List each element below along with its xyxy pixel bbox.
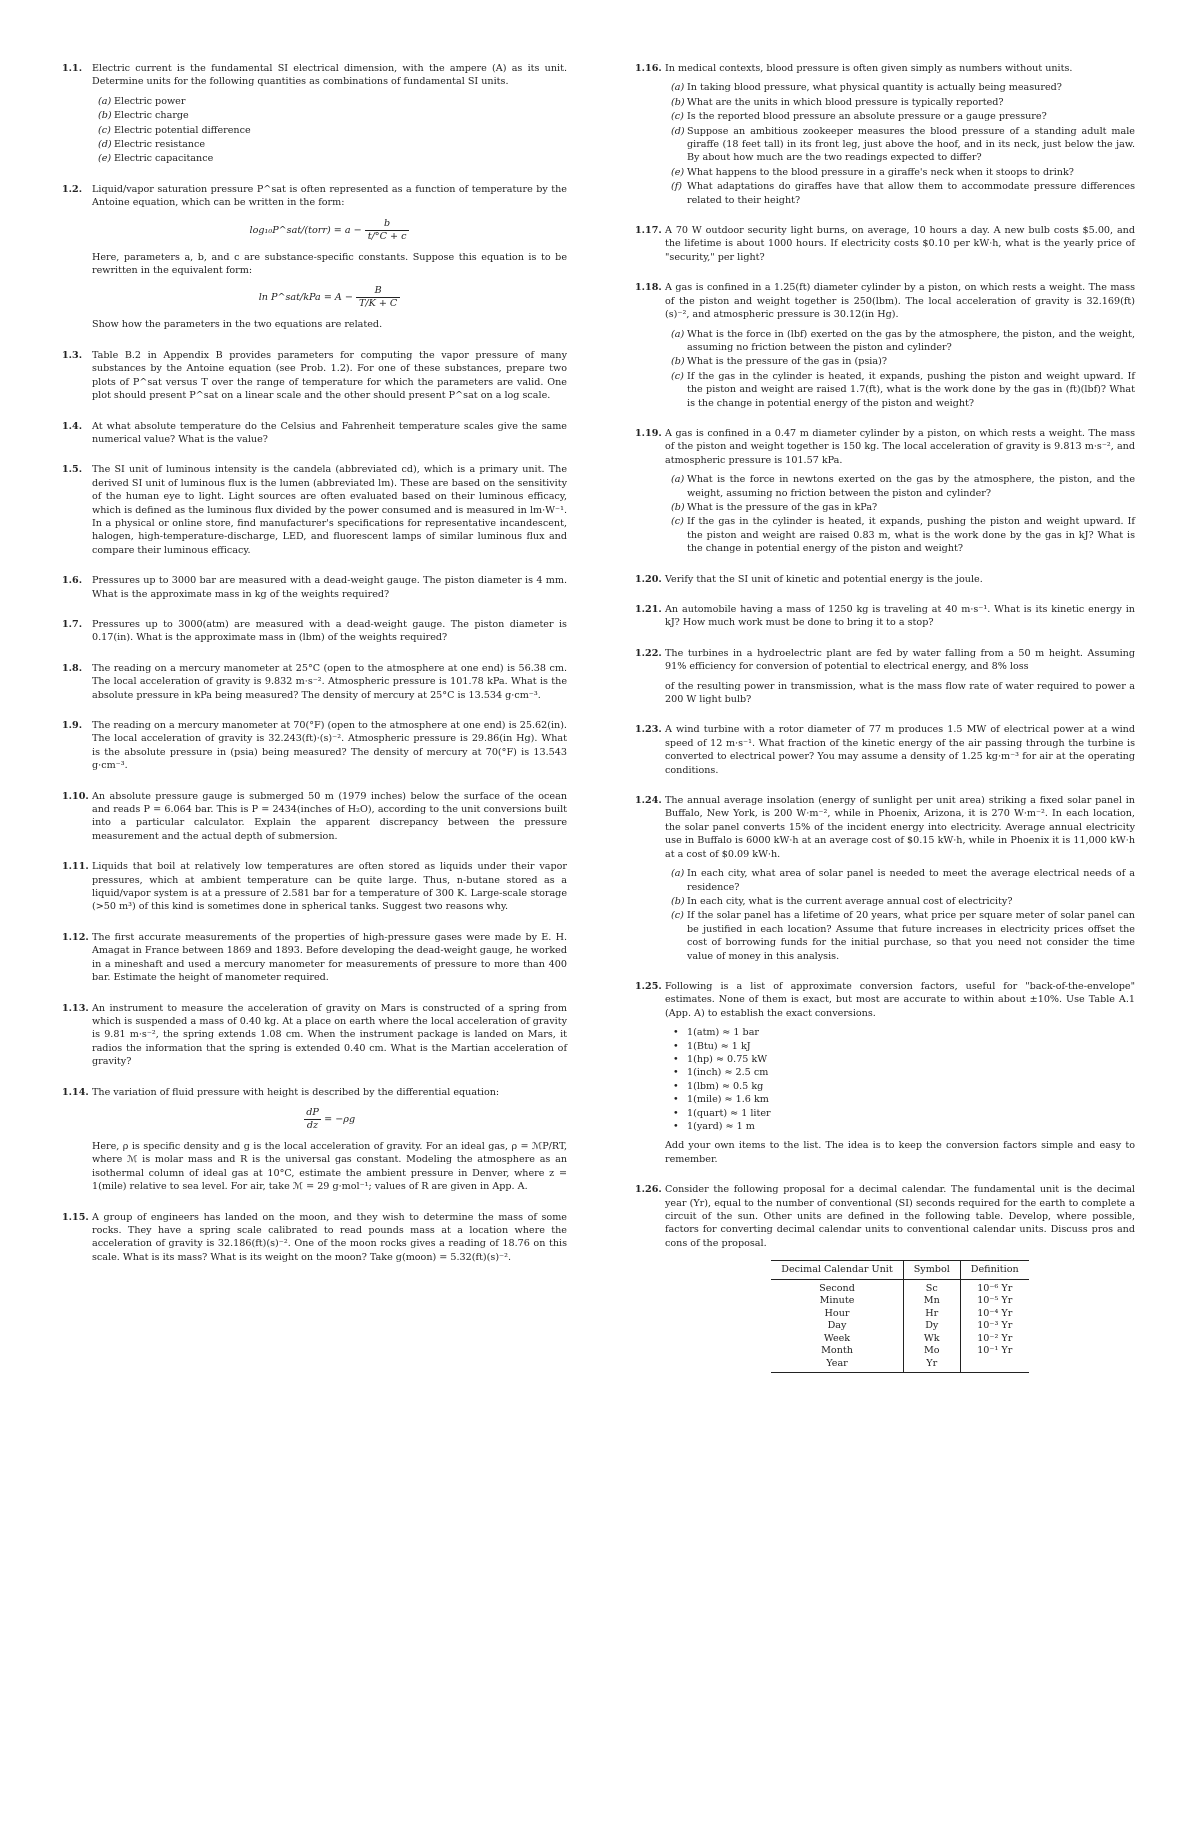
subitem: (b) What is the pressure of the gas in (psia)?: [671, 356, 887, 368]
subitem: (b) What is the pressure of the gas in kPa?: [671, 501, 878, 513]
table-cell: Wk: [903, 1333, 960, 1346]
problem-1-20: 1.20. Verify that the SI unit of kinetic and potential energy is the joule.: [635, 573, 1135, 586]
problem-text: Pressures up to 3000 bar are measured with a dead-weight gauge. The piston diameter is 4 mm. What is the approximate mass in kg of the weights required?: [92, 575, 567, 600]
table-cell: 10⁻⁶ Yr: [960, 1279, 1028, 1295]
table-row: [771, 1320, 1028, 1333]
table-row: [771, 1358, 1028, 1373]
problem-1-21: 1.21. An automobile having a mass of 1250 kg is traveling at 40 m·s⁻¹. What is its kinetic energy in kJ? How much work must be done to bring it to a stop?: [635, 604, 1135, 629]
table-cell: Mn: [903, 1295, 960, 1308]
table-cell: Hr: [903, 1308, 960, 1321]
table-cell: [960, 1358, 1028, 1373]
problem-text: A gas is confined in a 1.25(ft) diameter cylinder by a piston, on which rests a weight. The mass of the piston and weight together is 250(lbm). The local acceleration of gravity is 32.169(ft)(s)⁻², and atmospheric pressure is 30.12(in Hg).: [665, 282, 1135, 321]
problem-text: A wind turbine with a rotor diameter of 77 m produces 1.5 MW of electrical power at a wind speed of 12 m·s⁻¹. What fraction of the kinetic energy of the air passing through the turbine is converted to electrical power? You may assume a density of 1.25 kg·m⁻³ for air at the operating conditions.: [665, 724, 1135, 776]
subitem: (d) Suppose an ambitious zookeeper measures the blood pressure of a standing adult male giraffe (18 feet tall) in its front leg, just above the hoof, and in its neck, just below the jaw. By about how much are the two readings expected to differ?: [671, 125, 1135, 164]
problem-1-25: 1.25. Following is a list of approximate conversion factors, useful for "back-of-the-envelope" estimates. None of them is exact, but most are accurate to within about ±10%. Use Table A.1 (App. A) to establish the exact conversions. • 1(atm) ≈ 1 bar • 1(Btu) ≈ 1 kJ • 1(hp) ≈ 0.75 kW • 1(inch) ≈ 2.5 cm • 1(lbm) ≈ 0.5 kg • 1(mile) ≈ 1.6 km • 1(quart) ≈ 1 liter • 1(yard) ≈ 1 m Add your own items to the list. The idea is to keep the conversion factors simple and easy to remember.: [635, 980, 1135, 1166]
problem-1-10: 1.10. An absolute pressure gauge is submerged 50 m (1979 inches) below the surface of the ocean and reads P = 6.064 bar. This is P = 2434(inches of H₂O), according to the unit conversions built into a particular calculator. Explain the apparent discrepancy between the pressure measurement and the actual depth of submersion.: [62, 790, 567, 842]
problem-text: At what absolute temperature do the Celsius and Fahrenheit temperature scales give the same numerical value? What is the value?: [92, 420, 567, 445]
subitems: [665, 867, 1135, 963]
antoine-equation-log10: log₁₀P^sat/(torr) = a − $\frac{b}{t/^\circ C + c}$: [92, 218, 567, 243]
subitem: (b) Electric charge: [98, 110, 189, 122]
problem-1-19: 1.19. A gas is confined in a 0.47 m diameter cylinder by a piston, on which rests a weight. The mass of the piston and weight together is 150 kg. The local acceleration of gravity is 9.813 m·s⁻², and atmospheric pressure is 101.57 kPa. (a) What is the force in newtons exerted on the gas by the atmosphere, the piston, and the weight, assuming no friction between the piston and cylinder? (b) What is the pressure of the gas in kPa? (c) If the gas in the cylinder is heated, it expands, pushing the piston and weight upward. If the piston and weight are raised 0.83 m, what is the work done by the gas in kJ? What is the change in potential energy of the piston and weight?: [635, 427, 1135, 555]
problem-1-26: 1.26. Consider the following proposal for a decimal calendar. The fundamental unit is the decimal year (Yr), equal to the number of conventional (SI) seconds required for the earth to complete a circuit of the sun. Other units are defined in the following table. Develop, where possible, factors for converting decimal calendar units to conventional calendar units. Discuss pros and cons of the proposal. Decimal Calendar Unit Symbol Definition Second Sc 10⁻⁶ Yr Minute Mn 10⁻⁵ Yr Hour Hr 10⁻⁴ Yr Day Dy 10⁻³ Yr Week Wk 10⁻² Yr Month Mo 10⁻¹ Yr Year Yr: [635, 1183, 1135, 1373]
subitem: (c) If the gas in the cylinder is heated, it expands, pushing the piston and weight upward. If the piston and weight are raised 1.7(ft), what is the work done by the gas in (ft)(lbf)? What is the change in potential energy of the piston and weight?: [671, 370, 1135, 409]
list-item: • 1(mile) ≈ 1.6 km: [665, 1093, 1135, 1106]
table-cell: Month: [821, 1345, 853, 1357]
problem-1-22: 1.22. The turbines in a hydroelectric plant are fed by water falling from a 50 m height. Assuming 91% efficiency for conversion of potential to electrical energy, and 8% loss: [635, 647, 1135, 673]
subitem: (a) What is the force in newtons exerted on the gas by the atmosphere, the piston, and the weight, assuming no friction between the piston and cylinder?: [671, 474, 1135, 499]
subitem: (c) If the solar panel has a lifetime of 20 years, what price per square meter of solar panel can be justified in each location? Assume that future increases in electricity prices offset the cost of borrowing funds for the initial purchase, so that you need not consider the time value of money in this analysis.: [671, 910, 1135, 962]
problem-1-18: 1.18. A gas is confined in a 1.25(ft) diameter cylinder by a piston, on which rests a weight. The mass of the piston and weight together is 250(lbm). The local acceleration of gravity is 32.169(ft)(s)⁻², and atmospheric pressure is 30.12(in Hg). (a) What is the force in (lbf) exerted on the gas by the atmosphere, the piston, and the weight, assuming no friction between the piston and cylinder? (b) What is the pressure of the gas in (psia)? (c) If the gas in the cylinder is heated, it expands, pushing the piston and weight upward. If the piston and weight are raised 1.7(ft), what is the work done by the gas in (ft)(lbf)? What is the change in potential energy of the piston and weight?: [635, 282, 1135, 409]
table-header-row: [771, 1261, 1028, 1279]
list-item: • 1(Btu) ≈ 1 kJ: [665, 1040, 1135, 1053]
subitem: (a) In taking blood pressure, what physical quantity is actually being measured?: [671, 82, 1062, 94]
problem-text: The variation of fluid pressure with height is described by the differential equation:: [92, 1086, 500, 1098]
table-cell: 10⁻³ Yr: [960, 1320, 1028, 1333]
subitem: (a) In each city, what area of solar panel is needed to meet the average electrical needs of a residence?: [671, 868, 1135, 893]
problem-1-22-continued: of the resulting power in transmission, what is the mass flow rate of water required to power a 200 W light bulb?: [665, 680, 1135, 706]
right-column: [635, 62, 1135, 1390]
list-item: • 1(quart) ≈ 1 liter: [665, 1107, 1135, 1120]
subitem: (c) If the gas in the cylinder is heated, it expands, pushing the piston and weight upward. If the piston and weight are raised 0.83 m, what is the work done by the gas in kJ? What is the change in potential energy of the piston and weight?: [671, 516, 1135, 555]
list-item: • 1(inch) ≈ 2.5 cm: [665, 1066, 1135, 1079]
subitem: (e) Electric capacitance: [98, 153, 214, 165]
problem-1-23: 1.23. A wind turbine with a rotor diameter of 77 m produces 1.5 MW of electrical power at a wind speed of 12 m·s⁻¹. What fraction of the kinetic energy of the air passing through the turbine is converted to electrical power? You may assume a density of 1.25 kg·m⁻³ for air at the operating conditions.: [635, 724, 1135, 776]
conversion-list: [665, 1026, 1135, 1133]
table-cell: Week: [823, 1332, 851, 1344]
list-item: • 1(yard) ≈ 1 m: [665, 1120, 1135, 1133]
problem-1-1: [62, 62, 567, 166]
subitems: [665, 328, 1135, 410]
problem-1-24: 1.24. The annual average insolation (energy of sunlight per unit area) striking a fixed solar panel in Buffalo, New York, is 200 W·m⁻², while in Phoenix, Arizona, it is 270 W·m⁻². In each location, the solar panel converts 15% of the incident energy into electricity. Average annual electricity use in Buffalo is 6000 kW·h at an average cost of $0.15 kW·h, while in Phoenix it is 11,000 kW·h at a cost of $0.09 kW·h. (a) In each city, what area of solar panel is needed to meet the average electrical needs of a residence? (b) In each city, what is the current average annual cost of electricity? (c) If the solar panel has a lifetime of 20 years, what price per square meter of solar panel can be justified in each location? Assume that future increases in electricity prices offset the cost of borrowing funds for the initial purchase, so that you need not consider the time value of money in this analysis.: [635, 795, 1135, 962]
table-cell: Second: [819, 1282, 855, 1294]
problem-text: An instrument to measure the acceleration of gravity on Mars is constructed of a spring from which is suspended a mass of 0.40 kg. At a place on earth where the local acceleration of gravity is 9.81 m·s⁻², the spring extends 1.08 cm. When the instrument package is landed on Mars, it radios the information that the spring is extended 0.40 cm. What is the Martian acceleration of gravity?: [92, 1002, 567, 1068]
table-cell: 10⁻² Yr: [960, 1333, 1028, 1346]
problem-text: Electric current is the fundamental SI electrical dimension, with the ampere (A) as its unit. Determine units for the following quantities as combinations of fundamental SI units.: [92, 63, 567, 88]
problem-text: Show how the parameters in the two equations are related.: [92, 319, 383, 331]
table-row: [771, 1295, 1028, 1308]
table-cell: Yr: [903, 1358, 960, 1373]
table-cell: Hour: [824, 1307, 850, 1319]
table-cell: Sc: [903, 1279, 960, 1295]
problem-1-14: 1.14. The variation of fluid pressure with height is described by the differential equation: $\frac{dP}{dz}$ = −ρg Here, ρ is specific density and g is the local acceleration of gravity. For an ideal gas, ρ = ℳP/RT, where ℳ is molar mass and R is the universal gas constant. Modeling the atmosphere as an isothermal column of ideal gas at 10°C, estimate the ambient pressure in Denver, where z = 1(mile) relative to sea level. For air, take ℳ = 29 g·mol⁻¹; values of R are given in App. A.: [62, 1086, 567, 1193]
problem-text: The first accurate measurements of the properties of high-pressure gases were made by E. H. Amagat in France between 1869 and 1893. Before developing the dead-weight gauge, he worked in a mineshaft and used a mercury manometer for measurements of pressure to more than 400 bar. Estimate the height of manometer required.: [92, 931, 567, 984]
subitem: (a) What is the force in (lbf) exerted on the gas by the atmosphere, the piston, and the weight, assuming no friction between the piston and cylinder?: [671, 328, 1135, 353]
problem-text: An automobile having a mass of 1250 kg is traveling at 40 m·s⁻¹. What is its kinetic energy in kJ? How much work must be done to bring it to a stop?: [665, 604, 1135, 629]
problem-text: Pressures up to 3000(atm) are measured with a dead-weight gauge. The piston diameter is 0.17(in). What is the approximate mass in (lbm) of the weights required?: [92, 618, 567, 644]
problem-text: The reading on a mercury manometer at 70(°F) (open to the atmosphere at one end) is 25.62(in). The local acceleration of gravity is 32.243(ft)·(s)⁻². Atmospheric pressure is 29.86(in Hg). What is the absolute pressure in (psia) being measured? The density of mercury at 70(°F) is 13.543 g·cm⁻³.: [92, 720, 567, 772]
decimal-calendar-table: [771, 1260, 1028, 1373]
problem-text: Consider the following proposal for a decimal calendar. The fundamental unit is the decimal year (Yr), equal to the number of conventional (SI) seconds required for the earth to complete a circuit of the sun. Other units are defined in the following table. Develop, where possible, factors for converting decimal calendar units to conventional calendar units. Discuss pros and cons of the proposal.: [665, 1184, 1135, 1249]
problem-1-2: [62, 183, 567, 332]
subitem: (f) What adaptations do giraffes have that allow them to accommodate pressure differences related to their height?: [671, 181, 1135, 206]
problem-text: An absolute pressure gauge is submerged 50 m (1979 inches) below the surface of the ocean and reads P = 6.064 bar. This is P = 2434(inches of H₂O), according to the unit conversions built into a particular calculator. Explain the apparent discrepancy between the pressure measurement and the actual depth of submersion.: [92, 790, 567, 842]
column-header: Decimal Calendar Unit: [771, 1261, 903, 1279]
column-header: Definition: [960, 1261, 1028, 1279]
problem-text: Liquids that boil at relatively low temperatures are often stored as liquids under their vapor pressures, which at ambient temperature can be quite large. Thus, n-butane stored as a liquid/vapor system is at a pressure of 2.581 bar for a temperature of 300 K. Large-scale storage (>50 m³) of this kind is sometimes done in spherical tanks. Suggest two reasons why.: [92, 861, 567, 913]
problem-1-3: 1.3. Table B.2 in Appendix B provides parameters for computing the vapor pressure of many substances by the Antoine equation (see Prob. 1.2). For one of these substances, prepare two plots of P^sat versus T over the range of temperature for which the parameters are valid. One plot should present P^sat on a linear scale and the other should present P^sat on a log scale.: [62, 349, 567, 402]
problem-text: Here, parameters a, b, and c are substance-specific constants. Suppose this equation is to be rewritten in the equivalent form:: [92, 251, 567, 277]
subitems: [665, 81, 1135, 207]
problem-number: 1.2.: [62, 183, 83, 195]
table-cell: 10⁻¹ Yr: [960, 1345, 1028, 1358]
pressure-differential-equation: $\frac{dP}{dz}$ = −ρg: [92, 1107, 567, 1132]
problem-text: Table B.2 in Appendix B provides parameters for computing the vapor pressure of many substances by the Antoine equation (see Prob. 1.2). For one of these substances, prepare two plots of P^sat versus T over the range of temperature for which the parameters are valid. One plot should present P^sat on a linear scale and the other should present P^sat on a log scale.: [92, 349, 567, 402]
problem-text: The SI unit of luminous intensity is the candela (abbreviated cd), which is a primary unit. The derived SI unit of luminous flux is the lumen (abbreviated lm). These are based on the sensitivity of the human eye to light. Light sources are often evaluated based on their luminous efficacy, which is defined as the luminous flux divided by the power consumed and is measured in lm·W⁻¹. In a physical or online store, find manufacturer's specifications for representative incandescent, halogen, high-temperature-discharge, LED, and fluorescent lamps of similar luminous flux and compare their luminous efficacy.: [92, 464, 567, 556]
problem-1-17: 1.17. A 70 W outdoor security light burns, on average, 10 hours a day. A new bulb costs $5.00, and the lifetime is about 1000 hours. If electricity costs $0.10 per kW·h, what is the yearly price of "security," per light?: [635, 225, 1135, 263]
table-row: [771, 1345, 1028, 1358]
table-row: [771, 1308, 1028, 1321]
subitem: (c) Is the reported blood pressure an absolute pressure or a gauge pressure?: [671, 111, 1047, 123]
list-item: • 1(atm) ≈ 1 bar: [665, 1026, 1135, 1039]
problem-text: A gas is confined in a 0.47 m diameter cylinder by a piston, on which rests a weight. The mass of the piston and weight together is 150 kg. The local acceleration of gravity is 9.813 m·s⁻², and atmospheric pressure is 101.57 kPa.: [665, 427, 1135, 466]
problem-1-9: 1.9. The reading on a mercury manometer at 70(°F) (open to the atmosphere at one end) is 25.62(in). The local acceleration of gravity is 32.243(ft)·(s)⁻². Atmospheric pressure is 29.86(in Hg). What is the absolute pressure in (psia) being measured? The density of mercury at 70(°F) is 13.543 g·cm⁻³.: [62, 720, 567, 772]
problem-1-7: 1.7. Pressures up to 3000(atm) are measured with a dead-weight gauge. The piston diameter is 0.17(in). What is the approximate mass in (lbm) of the weights required?: [62, 618, 567, 644]
table-cell: Minute: [819, 1295, 855, 1307]
column-header: Symbol: [903, 1261, 960, 1279]
problem-1-8: 1.8. The reading on a mercury manometer at 25°C (open to the atmosphere at one end) is 56.38 cm. The local acceleration of gravity is 9.832 m·s⁻². Atmospheric pressure is 101.78 kPa. What is the absolute pressure in kPa being measured? The density of mercury at 25°C is 13.534 g·cm⁻³.: [62, 662, 567, 701]
problem-1-15: 1.15. A group of engineers has landed on the moon, and they wish to determine the mass of some rocks. They have a spring scale calibrated to read pounds mass at a location where the acceleration of gravity is 32.186(ft)(s)⁻². One of the moon rocks gives a reading of 18.76 on this scale. What is its mass? What is its weight on the moon? Take g(moon) = 5.32(ft)(s)⁻².: [62, 1211, 567, 1263]
table-cell: Dy: [903, 1320, 960, 1333]
left-column: [62, 62, 567, 1281]
problem-text: Add your own items to the list. The idea is to keep the conversion factors simple and easy to remember.: [665, 1140, 1135, 1165]
problem-1-5: 1.5. The SI unit of luminous intensity is the candela (abbreviated cd), which is a primary unit. The derived SI unit of luminous flux is the lumen (abbreviated lm). These are based on the sensitivity of the human eye to light. Light sources are often evaluated based on their luminous efficacy, which is defined as the luminous flux divided by the power consumed and is measured in lm·W⁻¹. In a physical or online store, find manufacturer's specifications for representative incandescent, halogen, high-temperature-discharge, LED, and fluorescent lamps of similar luminous flux and compare their luminous efficacy.: [62, 464, 567, 556]
subitems: [92, 95, 567, 166]
subitems: [665, 473, 1135, 555]
subitem: (e) What happens to the blood pressure in a giraffe's neck when it stoops to drink?: [671, 166, 1074, 178]
problem-text: A 70 W outdoor security light burns, on average, 10 hours a day. A new bulb costs $5.00, and the lifetime is about 1000 hours. If electricity costs $0.10 per kW·h, what is the yearly price of "security," per light?: [665, 225, 1135, 263]
list-item: • 1(hp) ≈ 0.75 kW: [665, 1053, 1135, 1066]
problem-1-6: 1.6. Pressures up to 3000 bar are measured with a dead-weight gauge. The piston diameter is 4 mm. What is the approximate mass in kg of the weights required?: [62, 575, 567, 600]
subitem: (c) Electric potential difference: [98, 124, 251, 136]
subitem: (b) What are the units in which blood pressure is typically reported?: [671, 96, 1004, 108]
problem-1-4: 1.4. At what absolute temperature do the Celsius and Fahrenheit temperature scales give the same numerical value? What is the value?: [62, 420, 567, 445]
problem-text: Following is a list of approximate conversion factors, useful for "back-of-the-envelope" estimates. None of them is exact, but most are accurate to within about ±10%. Use Table A.1 (App. A) to establish the exact conversions.: [665, 980, 1135, 1019]
problem-number: 1.1.: [62, 63, 83, 74]
table-row: [771, 1279, 1028, 1295]
problem-text: Liquid/vapor saturation pressure P^sat is often represented as a function of temperature by the Antoine equation, which can be written in the form:: [92, 183, 567, 209]
problem-text: The reading on a mercury manometer at 25°C (open to the atmosphere at one end) is 56.38 cm. The local acceleration of gravity is 9.832 m·s⁻². Atmospheric pressure is 101.78 kPa. What is the absolute pressure in kPa being measured? The density of mercury at 25°C is 13.534 g·cm⁻³.: [92, 662, 567, 701]
list-item: • 1(lbm) ≈ 0.5 kg: [665, 1080, 1135, 1093]
subitem: (b) In each city, what is the current average annual cost of electricity?: [671, 895, 1013, 907]
problem-1-13: 1.13. An instrument to measure the acceleration of gravity on Mars is constructed of a spring from which is suspended a mass of 0.40 kg. At a place on earth where the local acceleration of gravity is 9.81 m·s⁻², the spring extends 1.08 cm. When the instrument package is landed on Mars, it radios the information that the spring is extended 0.40 cm. What is the Martian acceleration of gravity?: [62, 1002, 567, 1068]
subitem: (a) Electric power: [98, 95, 186, 107]
problem-1-12: 1.12. The first accurate measurements of the properties of high-pressure gases were made by E. H. Amagat in France between 1869 and 1893. Before developing the dead-weight gauge, he worked in a mineshaft and used a mercury manometer for measurements of pressure to more than 400 bar. Estimate the height of manometer required.: [62, 931, 567, 984]
antoine-equation-ln: ln P^sat/kPa = A − $\frac{B}{T/K + C}$: [92, 285, 567, 310]
table-cell: 10⁻⁵ Yr: [960, 1295, 1028, 1308]
subitem: (d) Electric resistance: [98, 139, 206, 151]
problem-text: Here, ρ is specific density and g is the local acceleration of gravity. For an ideal gas, ρ = ℳP/RT, where ℳ is molar mass and R is the universal gas constant. Modeling the atmosphere as an isothermal column of ideal gas at 10°C, estimate the ambient pressure in Denver, where z = 1(mile) relative to sea level. For air, take ℳ = 29 g·mol⁻¹; values of R are given in App. A.: [92, 1140, 567, 1193]
table-cell: 10⁻⁴ Yr: [960, 1308, 1028, 1321]
problem-text: In medical contexts, blood pressure is often given simply as numbers without units.: [665, 63, 1073, 74]
problem-text: The turbines in a hydroelectric plant are fed by water falling from a 50 m height. Assuming 91% efficiency for conversion of potential to electrical energy, and 8% loss: [665, 647, 1135, 673]
problem-text: A group of engineers has landed on the moon, and they wish to determine the mass of some rocks. They have a spring scale calibrated to read pounds mass at a location where the acceleration of gravity is 32.186(ft)(s)⁻². One of the moon rocks gives a reading of 18.76 on this scale. What is its mass? What is its weight on the moon? Take g(moon) = 5.32(ft)(s)⁻².: [92, 1211, 567, 1263]
problem-text: The annual average insolation (energy of sunlight per unit area) striking a fixed solar panel in Buffalo, New York, is 200 W·m⁻², while in Phoenix, Arizona, it is 270 W·m⁻². In each location, the solar panel converts 15% of the incident energy into electricity. Average annual electricity use in Buffalo is 6000 kW·h at an average cost of $0.15 kW·h, while in Phoenix it is 11,000 kW·h at a cost of $0.09 kW·h.: [665, 795, 1135, 860]
table-cell: Year: [771, 1358, 903, 1373]
problem-text: Verify that the SI unit of kinetic and potential energy is the joule.: [665, 573, 983, 585]
table-row: [771, 1333, 1028, 1346]
problem-1-11: 1.11. Liquids that boil at relatively low temperatures are often stored as liquids under their vapor pressures, which at ambient temperature can be quite large. Thus, n-butane stored as a liquid/vapor system is at a pressure of 2.581 bar for a temperature of 300 K. Large-scale storage (>50 m³) of this kind is sometimes done in spherical tanks. Suggest two reasons why.: [62, 861, 567, 913]
table-cell: Day: [827, 1320, 847, 1332]
table-cell: Mo: [903, 1345, 960, 1358]
problem-1-16: 1.16. In medical contexts, blood pressure is often given simply as numbers without units. (a) In taking blood pressure, what physical quantity is actually being measured? (b) What are the units in which blood pressure is typically reported? (c) Is the reported blood pressure an absolute pressure or a gauge pressure? (d) Suppose an ambitious zookeeper measures the blood pressure of a standing adult male giraffe (18 feet tall) in its front leg, just above the hoof, and in its neck, just below the jaw. By about how much are the two readings expected to differ? (e) What happens to the blood pressure in a giraffe's neck when it stoops to drink? (f) What adaptations do giraffes have that allow them to accommodate pressure differences related to their height?: [635, 63, 1135, 206]
